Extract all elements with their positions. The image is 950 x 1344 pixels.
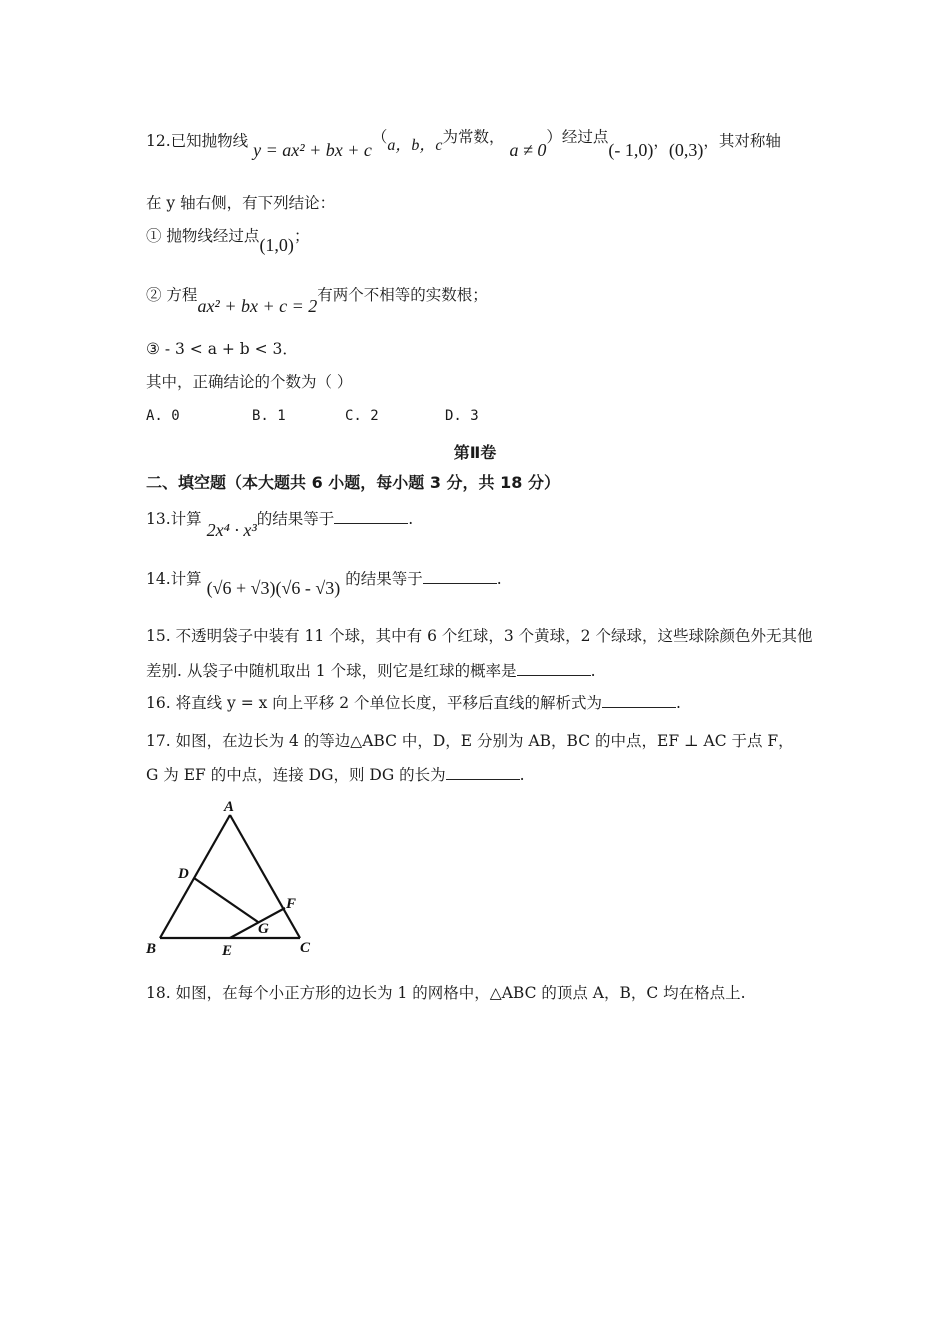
q12-number: 12. [146, 132, 171, 150]
q12-c2-end: 有两个不相等的实数根； [317, 286, 488, 304]
triangle-figure [140, 795, 330, 960]
q12-condition: a ≠ 0 [509, 140, 547, 160]
q15-line1: 15. 不透明袋子中装有 11 个球，其中有 6 个红球，3 个黄球，2 个绿球，这些球除颜色外无其他 [146, 627, 813, 645]
q15-text: 差别. 从袋子中随机取出 1 个球，则它是红球的概率是 [146, 662, 517, 680]
q12-parabola-equation: y = ax² + bx + c [253, 140, 372, 160]
q14-text: 计算 [170, 570, 202, 588]
label-a: A [224, 799, 235, 815]
q12-c1-text: ① 抛物线经过点 [146, 227, 260, 245]
q12-text: 已知抛物线 [170, 132, 249, 150]
q14-end: . [496, 570, 502, 588]
section-heading: 二、填空题（本大题共 6 小题，每小题 3 分，共 18 分） [146, 473, 560, 492]
q16-answer-blank[interactable] [602, 693, 676, 708]
label-b: B [146, 941, 157, 957]
q12-text3: ）经过点 [546, 128, 609, 146]
q13-end: . [408, 510, 414, 528]
q13 [146, 508, 414, 540]
q18: 18. 如图，在每个小正方形的边长为 1 的网格中，△ABC 的顶点 A，B，C 均在格点上. [146, 984, 746, 1002]
q15-answer-blank[interactable] [517, 661, 591, 676]
q16 [146, 693, 681, 713]
q14-text2: 的结果等于 [345, 570, 423, 588]
q17-end: . [519, 766, 525, 784]
q12-conclusion3: ③ - 3 < a + b < 3． [146, 340, 298, 358]
part-title: 第Ⅱ卷 [453, 443, 497, 462]
q13-number: 13. [146, 510, 171, 528]
q12-point2: (0,3) [668, 140, 704, 160]
q14-answer-blank[interactable] [423, 569, 497, 584]
q15-line2 [146, 661, 596, 681]
q17-line1: 17. 如图，在边长为 4 的等边△ABC 中，D，E 分别为 AB，BC 的中点，EF ⊥ AC 于点 F， [146, 732, 794, 750]
q12-conclusion2 [146, 284, 488, 316]
q12-c2-text: ② 方程 [146, 286, 198, 304]
q12-sep: ， [653, 132, 669, 150]
q15-end: . [590, 662, 596, 680]
q13-text2: 的结果等于 [256, 510, 335, 528]
option-c: C. 2 [345, 408, 379, 424]
label-g: G [258, 921, 269, 937]
q12-text2: 为常数， [442, 128, 505, 146]
q12-c1-point: (1,0) [259, 235, 294, 255]
q12-question: 其中，正确结论的个数为（ ） [146, 373, 353, 391]
q16-end: . [676, 694, 681, 712]
option-d: D. 3 [445, 408, 479, 424]
q14-expression: (√6 + √3)(√6 - √3) [206, 578, 341, 598]
q12-text4: ，其对称轴 [703, 132, 781, 150]
edge-ab [160, 815, 230, 938]
label-e: E [222, 943, 233, 959]
q12-point1: (- 1,0) [608, 140, 654, 160]
q17-text: G 为 EF 的中点，连接 DG，则 DG 的长为 [146, 766, 446, 784]
q16-text: 16. 将直线 y = x 向上平移 2 个单位长度，平移后直线的解析式为 [146, 694, 602, 712]
option-b: B. 1 [252, 408, 286, 424]
q12-line2: 在 y 轴右侧，有下列结论： [146, 194, 336, 212]
q17-line2 [146, 765, 525, 785]
label-d: D [178, 866, 189, 882]
q12-constants: a，b，c [387, 137, 443, 154]
label-c: C [300, 940, 311, 956]
q12-c1-end: ； [293, 227, 310, 245]
q13-text: 计算 [170, 510, 202, 528]
segment-dg [194, 878, 258, 922]
q12-paren: （ [371, 128, 388, 146]
q12-c2-equation: ax² + bx + c = 2 [197, 296, 318, 316]
q14 [146, 568, 502, 598]
label-f: F [286, 896, 297, 912]
q14-number: 14. [146, 570, 171, 588]
q12-line1 [146, 128, 781, 160]
q13-expression: 2x⁴ · x³ [206, 520, 257, 540]
q17-answer-blank[interactable] [446, 765, 520, 780]
q13-answer-blank[interactable] [334, 509, 408, 524]
q12-conclusion1 [146, 225, 310, 255]
option-a: A. 0 [146, 408, 180, 424]
